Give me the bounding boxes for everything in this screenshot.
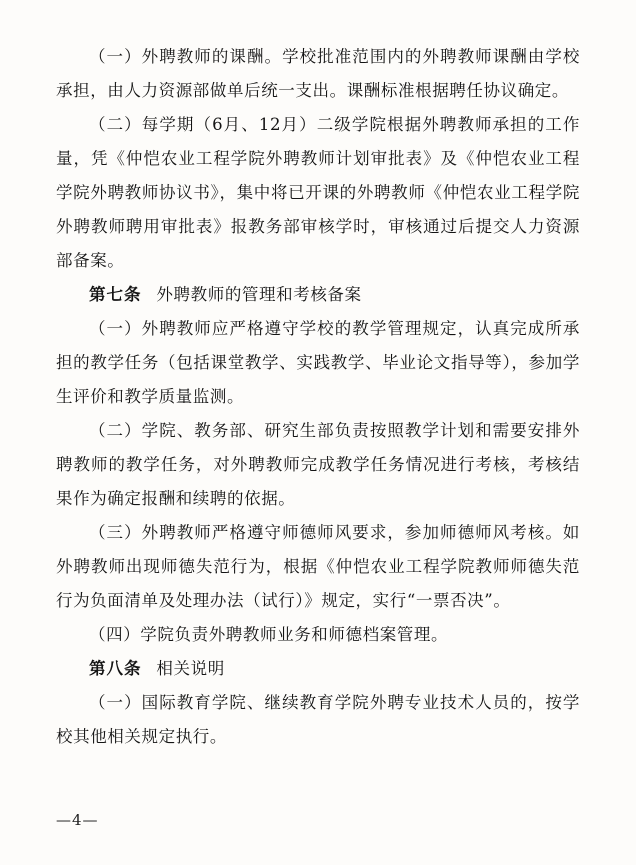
- paragraph: （二）学院、教务部、研究生部负责按照教学计划和需要安排外聘教师的教学任务，对外聘教师完成教学任务情况进行考核，考核结果作为确定报酬和续聘的依据。: [56, 420, 580, 508]
- paragraph: （二）每学期（6月、12月）二级学院根据外聘教师承担的工作量，凭《仲恺农业工程学院外聘教师计划审批表》及《仲恺农业工程学院外聘教师协议书》，集中将已开课的外聘教师《仲恺农业工程学院外聘教师聘用审批表》报教务部审核学时，审核通过后提交人力资源部备案。: [56, 114, 580, 270]
- article-heading: [56, 652, 580, 686]
- article-number: 第七条: [89, 284, 142, 304]
- paragraph: （一）外聘教师的课酬。学校批准范围内的外聘教师课酬由学校承担，由人力资源部做单后统一支出。课酬标准根据聘任协议确定。: [56, 47, 580, 100]
- article-number: 第八条: [89, 658, 142, 678]
- paragraph: （三）外聘教师严格遵守师德师风要求，参加师德师风考核。如外聘教师出现师德失范行为，根据《仲恺农业工程学院教师师德失范行为负面清单及处理办法（试行）》规定，实行“一票否决”。: [56, 522, 580, 610]
- article-title: 外聘教师的管理和考核备案: [156, 284, 362, 304]
- article-title: 相关说明: [156, 658, 225, 678]
- page-number: —4—: [56, 811, 99, 829]
- article-heading: [56, 278, 580, 312]
- paragraph: （四）学院负责外聘教师业务和师德档案管理。: [89, 624, 449, 644]
- paragraph: （一）外聘教师应严格遵守学校的教学管理规定，认真完成所承担的教学任务（包括课堂教学、实践教学、毕业论文指导等），参加学生评价和教学质量监测。: [56, 318, 580, 406]
- paragraph: （一）国际教育学院、继续教育学院外聘专业技术人员的，按学校其他相关规定执行。: [56, 692, 580, 746]
- document-body: [56, 40, 580, 754]
